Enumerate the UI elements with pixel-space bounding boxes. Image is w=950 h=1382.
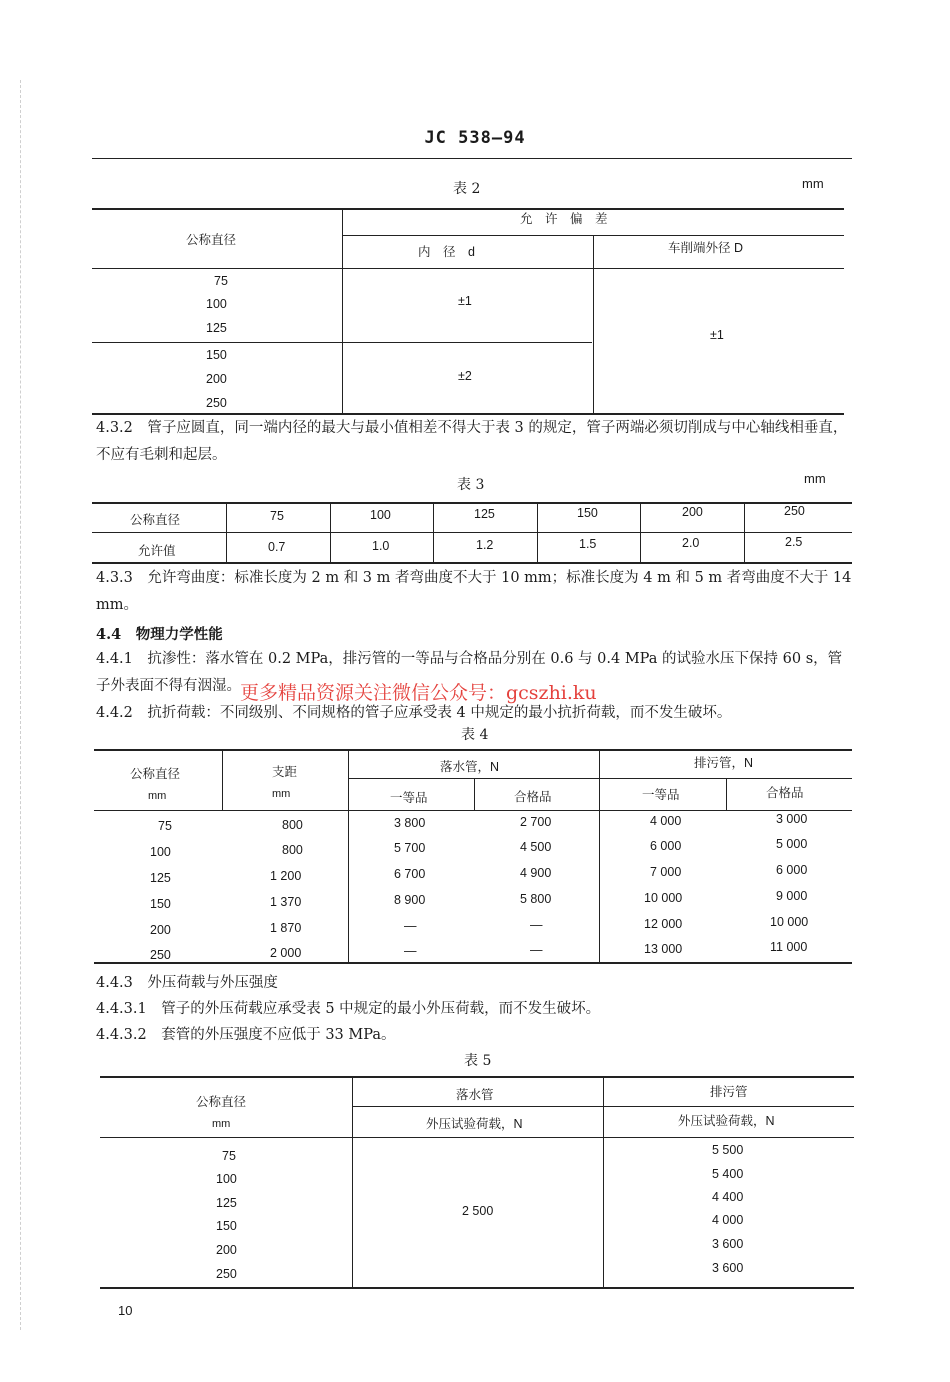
table4-cell: 7 000: [650, 865, 682, 879]
table5-drain-value: 2 500: [462, 1204, 494, 1218]
table5-sewer-value: 5 400: [712, 1167, 744, 1181]
table5-caption: 表 5: [464, 1053, 492, 1069]
table4-cell: 2 000: [270, 946, 302, 960]
table5-sewer-value: 4 400: [712, 1190, 744, 1204]
watermark-text: 更多精品资源关注微信公众号：gcszhi.ku: [240, 682, 597, 704]
table4-cell: 800: [282, 843, 303, 857]
table5-header-diameter: 公称直径: [196, 1095, 247, 1109]
table2-diameter: 150: [206, 348, 227, 362]
table4-cell: 5 800: [520, 892, 552, 906]
table4-cell: 5 700: [394, 841, 426, 855]
table3-cell: 100: [370, 508, 391, 522]
table4-cell: 75: [158, 819, 172, 833]
table3-cell: 2.5: [785, 535, 803, 549]
table5-diameter: 250: [216, 1267, 237, 1281]
clause-4-3-3: 4.3.3 允许弯曲度：标准长度为 2 m 和 3 m 者弯曲度不大于 10 mm；标准长度为 4 m 和 5 m 者弯曲度不大于 14 mm。: [96, 570, 852, 613]
table3-row-label: 允许值: [138, 544, 176, 558]
table2-outer-value: ±1: [710, 328, 724, 342]
table4-cell: 10 000: [770, 915, 809, 929]
clause-4-4-heading: 4.4 物理力学性能: [96, 626, 223, 643]
table4-cell: 5 000: [776, 837, 808, 851]
table4-cell: 9 000: [776, 889, 808, 903]
scan-edge-line: [20, 80, 21, 1330]
table4-cell: 3 000: [776, 812, 808, 826]
table2-caption: 表 2: [453, 181, 481, 197]
table4-header-first: 一等品: [642, 788, 680, 802]
page-number: 10: [118, 1303, 133, 1318]
clause-4-4-2: 4.4.2 抗折荷载：不同级别、不同规格的管子应承受表 4 中规定的最小抗折荷载，而不发生破坏。: [96, 705, 732, 721]
table4-header-span-unit: mm: [272, 788, 291, 800]
table4-header-qualified: 合格品: [514, 790, 552, 804]
table2-diameter: 250: [206, 396, 227, 410]
table5-sewer-value: 5 500: [712, 1143, 744, 1157]
table5-header-sewer: 排污管: [710, 1085, 748, 1099]
table3-cell: 1.2: [476, 538, 494, 552]
table5-header-drain: 落水管: [456, 1088, 494, 1102]
table4-cell: 6 000: [650, 839, 682, 853]
table5-diameter: 125: [216, 1196, 237, 1210]
table2-diameter: 125: [206, 321, 227, 335]
table3-cell: 75: [270, 509, 284, 523]
document-code-header: JC 538—94: [424, 128, 526, 148]
table4-cell: —: [404, 919, 417, 933]
table4-cell: 150: [150, 897, 171, 911]
table3-cell: 200: [682, 505, 703, 519]
table4-cell: —: [530, 918, 543, 932]
header-rule: [92, 158, 852, 159]
table5-header-load: 外压试验荷载，N: [678, 1114, 775, 1128]
table4-header-sewer: 排污管，N: [694, 756, 754, 770]
table4-cell: 6 000: [776, 863, 808, 877]
table4-header-first: 一等品: [390, 791, 428, 805]
table4-cell: 10 000: [644, 891, 683, 905]
table2-header-outer: 车削端外径 D: [668, 241, 744, 255]
table4-header-diameter: 公称直径: [130, 767, 181, 781]
table2-header-inner: 内 径 d: [418, 245, 475, 259]
table4-cell: 800: [282, 818, 303, 832]
clause-4-3-2: 4.3.2 管子应圆直，同一端内径的最大与最小值相差不得大于表 3 的规定，管子两端必须切削成与中心轴线相垂直，不应有毛刺和起层。: [96, 420, 848, 463]
table2-diameter: 200: [206, 372, 227, 386]
table3-unit: mm: [804, 471, 826, 486]
table4-header-diameter-unit: mm: [148, 790, 167, 802]
table4-header-qualified: 合格品: [766, 786, 804, 800]
table4-cell: 13 000: [644, 942, 683, 956]
table4-cell: 8 900: [394, 893, 426, 907]
clause-4-4-1: 4.4.1 抗渗性：落水管在 0.2 MPa，排污管的一等品与合格品分别在 0.6 与 0.4 MPa 的试验水压下保持 60 s，管子外表面不得有洇湿。: [96, 651, 843, 694]
table5-sewer-value: 3 600: [712, 1261, 744, 1275]
table3-cell: 150: [577, 506, 598, 520]
table5-diameter: 100: [216, 1172, 237, 1186]
table5-sewer-value: 4 000: [712, 1213, 744, 1227]
table5-header-load: 外压试验荷载，N: [426, 1117, 523, 1131]
table3-caption: 表 3: [457, 477, 485, 493]
table4-cell: 1 870: [270, 921, 302, 935]
table2-header-diameter: 公称直径: [186, 233, 237, 247]
table4-cell: 250: [150, 948, 171, 962]
table2-header-tolerance: 允 许 偏 差: [520, 212, 608, 226]
table3-row-label: 公称直径: [130, 513, 181, 527]
table2-inner-value: ±1: [458, 294, 472, 308]
clause-4-4-3-1: 4.4.3.1 管子的外压荷载应承受表 5 中规定的最小外压荷载，而不发生破坏。: [96, 1001, 601, 1017]
table4-cell: 1 200: [270, 869, 302, 883]
table4-caption: 表 4: [461, 727, 489, 743]
table3-cell: 250: [784, 504, 805, 518]
table5-sewer-value: 3 600: [712, 1237, 744, 1251]
clause-4-4-3-2: 4.4.3.2 套管的外压强度不应低于 33 MPa。: [96, 1027, 396, 1043]
table4-cell: 3 800: [394, 816, 426, 830]
table4-cell: 1 370: [270, 895, 302, 909]
table3-cell: 1.0: [372, 539, 390, 553]
table4-cell: —: [530, 943, 543, 957]
table2-unit: mm: [802, 176, 824, 191]
table4-header-drain: 落水管，N: [440, 760, 500, 774]
table4-cell: 2 700: [520, 815, 552, 829]
table4-cell: 4 900: [520, 866, 552, 880]
table3-cell: 125: [474, 507, 495, 521]
table5-diameter: 200: [216, 1243, 237, 1257]
table4-cell: 100: [150, 845, 171, 859]
table2-diameter: 75: [214, 274, 228, 288]
table3-cell: 0.7: [268, 540, 286, 554]
table4-cell: 12 000: [644, 917, 683, 931]
table4-cell: 4 500: [520, 840, 552, 854]
table4-header-span: 支距: [272, 765, 298, 779]
table2-inner-value: ±2: [458, 369, 472, 383]
table3-cell: 1.5: [579, 537, 597, 551]
table5-diameter: 75: [222, 1149, 236, 1163]
table5-header-diameter-unit: mm: [212, 1118, 231, 1130]
table3-cell: 2.0: [682, 536, 700, 550]
table4-cell: 6 700: [394, 867, 426, 881]
table5-diameter: 150: [216, 1219, 237, 1233]
clause-4-4-3-heading: 4.4.3 外压荷载与外压强度: [96, 975, 278, 991]
table4-cell: —: [404, 944, 417, 958]
table4-cell: 125: [150, 871, 171, 885]
table4-cell: 200: [150, 923, 171, 937]
table4-cell: 4 000: [650, 814, 682, 828]
table2-diameter: 100: [206, 297, 227, 311]
table4-cell: 11 000: [770, 940, 808, 954]
